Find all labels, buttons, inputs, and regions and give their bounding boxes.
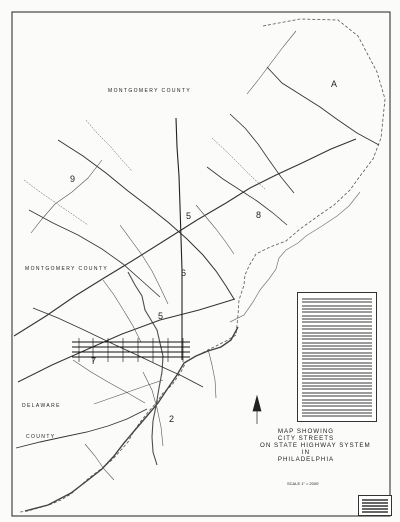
- main-road-3: [58, 140, 234, 299]
- secondary-road-9: [208, 349, 216, 398]
- district-label-5-north: 5: [186, 211, 192, 221]
- legend-row: [302, 395, 372, 397]
- title-block-row: [362, 511, 388, 513]
- legend-row: [302, 368, 372, 370]
- map-title-line-2: CITY STREETS: [277, 435, 335, 442]
- legend-row: [302, 358, 372, 360]
- secondary-road-10: [247, 31, 296, 94]
- legend-row: [302, 325, 372, 327]
- legend-row: [302, 321, 372, 323]
- legend-row: [302, 315, 372, 317]
- legend-row: [302, 365, 372, 367]
- county-label-montgomery-top: MONTGOMERY COUNTY: [108, 88, 192, 94]
- title-block-row: [362, 499, 388, 501]
- legend-row: [302, 399, 372, 401]
- legend-row: [302, 338, 372, 340]
- title-block: [358, 495, 392, 516]
- legend-row: [302, 298, 372, 300]
- legend-row: [302, 405, 372, 407]
- legend-row: [302, 348, 372, 350]
- legend-row: [302, 345, 372, 347]
- district-label-8: 8: [256, 210, 262, 220]
- legend-table: [297, 292, 377, 422]
- legend-row: [302, 412, 372, 414]
- secondary-road-1: [31, 160, 102, 233]
- secondary-road-8: [85, 444, 114, 480]
- map-title-line-4: IN: [301, 449, 311, 456]
- district-label-2: 2: [169, 414, 175, 424]
- title-block-row: [362, 508, 388, 510]
- secondary-road-5: [73, 360, 145, 403]
- district-label-9: 9: [70, 174, 76, 184]
- secondary-road-6: [103, 280, 141, 342]
- legend-row: [302, 388, 372, 390]
- secondary-road-3: [196, 205, 234, 254]
- legend-row: [302, 415, 372, 417]
- title-block-row: [362, 505, 388, 507]
- legend-row: [302, 409, 372, 411]
- legend-row: [302, 335, 372, 337]
- map-title-line-5: PHILADELPHIA: [277, 456, 335, 463]
- legend-row: [302, 342, 372, 344]
- main-road-5: [267, 67, 379, 145]
- county-label-montgomery-left: MONTGOMERY COUNTY: [25, 266, 109, 272]
- legend-row: [302, 352, 372, 354]
- legend-row: [302, 402, 372, 404]
- main-road-10: [230, 114, 294, 193]
- legend-row: [302, 378, 372, 380]
- county-label-county: COUNTY: [26, 434, 56, 440]
- map-title: [260, 428, 371, 463]
- map-title-line-1: MAP SHOWING: [277, 428, 335, 435]
- legend-row: [302, 382, 372, 384]
- district-label-6: 6: [181, 268, 187, 278]
- legend-row: [302, 308, 372, 310]
- title-block-row: [362, 502, 388, 504]
- legend-row: [302, 355, 372, 357]
- legend-row: [302, 305, 372, 307]
- main-road-4: [176, 118, 182, 360]
- district-label-5-center: 5: [158, 311, 164, 321]
- legend-row: [302, 301, 372, 303]
- legend-row: [302, 332, 372, 334]
- legend-row: [302, 311, 372, 313]
- map-scale: SCALE 1" = 2000': [287, 481, 320, 486]
- county-label-delaware: DELAWARE: [22, 403, 61, 409]
- main-road-2: [18, 299, 235, 382]
- north-arrow: [253, 396, 261, 424]
- legend-row: [302, 375, 372, 377]
- center-city-grid-1: [72, 342, 190, 357]
- legend-row: [302, 328, 372, 330]
- river-delaware: [25, 327, 238, 511]
- map-title-line-3: ON STATE HIGHWAY SYSTEM: [260, 442, 371, 449]
- legend-row: [302, 318, 372, 320]
- district-label-a: A: [331, 79, 338, 89]
- railroad-3: [212, 138, 265, 189]
- district-label-7: 7: [91, 356, 97, 366]
- legend-row: [302, 385, 372, 387]
- legend-row: [302, 362, 372, 364]
- legend-row: [302, 372, 372, 374]
- legend-row: [302, 392, 372, 394]
- river-schuylkill: [128, 272, 163, 465]
